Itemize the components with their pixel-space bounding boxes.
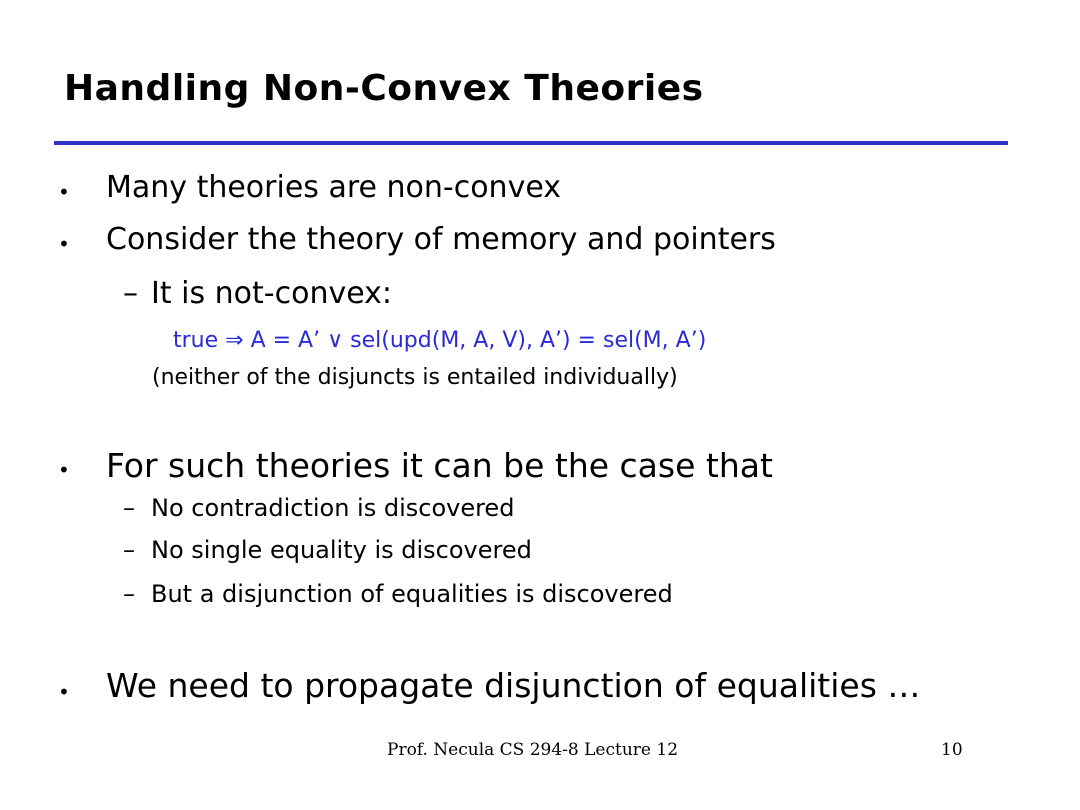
sub-item: [123, 580, 673, 608]
bullet-marker: •: [58, 180, 70, 204]
dash-marker: –: [123, 276, 138, 311]
slide-footer: Prof. Necula CS 294-8 Lecture 12: [387, 740, 679, 760]
sub-item-text: It is not-convex:: [151, 276, 393, 311]
sub-item-text: But a disjunction of equalities is discovered: [151, 580, 673, 608]
slide-title: Handling Non-Convex Theories: [64, 68, 704, 109]
sub-item-text: No contradiction is discovered: [151, 494, 515, 522]
dash-marker: –: [123, 580, 135, 608]
sub-item: [123, 536, 532, 564]
page-number: 10: [941, 740, 963, 760]
bullet-marker: •: [58, 680, 70, 704]
bullet-marker: •: [58, 458, 70, 482]
bullet-text: Many theories are non-convex: [106, 170, 562, 205]
sub-item: [123, 276, 392, 311]
sub-item: [123, 494, 514, 522]
bullet-text: We need to propagate disjunction of equalities …: [106, 666, 921, 705]
formula: true ⇒ A = A’ ∨ sel(upd(M, A, V), A’) = sel(M, A’): [173, 328, 707, 353]
dash-marker: –: [123, 536, 135, 564]
title-underline: [54, 141, 1008, 145]
bullet-text: For such theories it can be the case that: [106, 446, 773, 485]
formula-note: (neither of the disjuncts is entailed individually): [152, 365, 678, 390]
bullet-marker: •: [58, 232, 70, 256]
sub-item-text: No single equality is discovered: [151, 536, 532, 564]
bullet-text: Consider the theory of memory and pointers: [106, 222, 776, 257]
dash-marker: –: [123, 494, 135, 522]
